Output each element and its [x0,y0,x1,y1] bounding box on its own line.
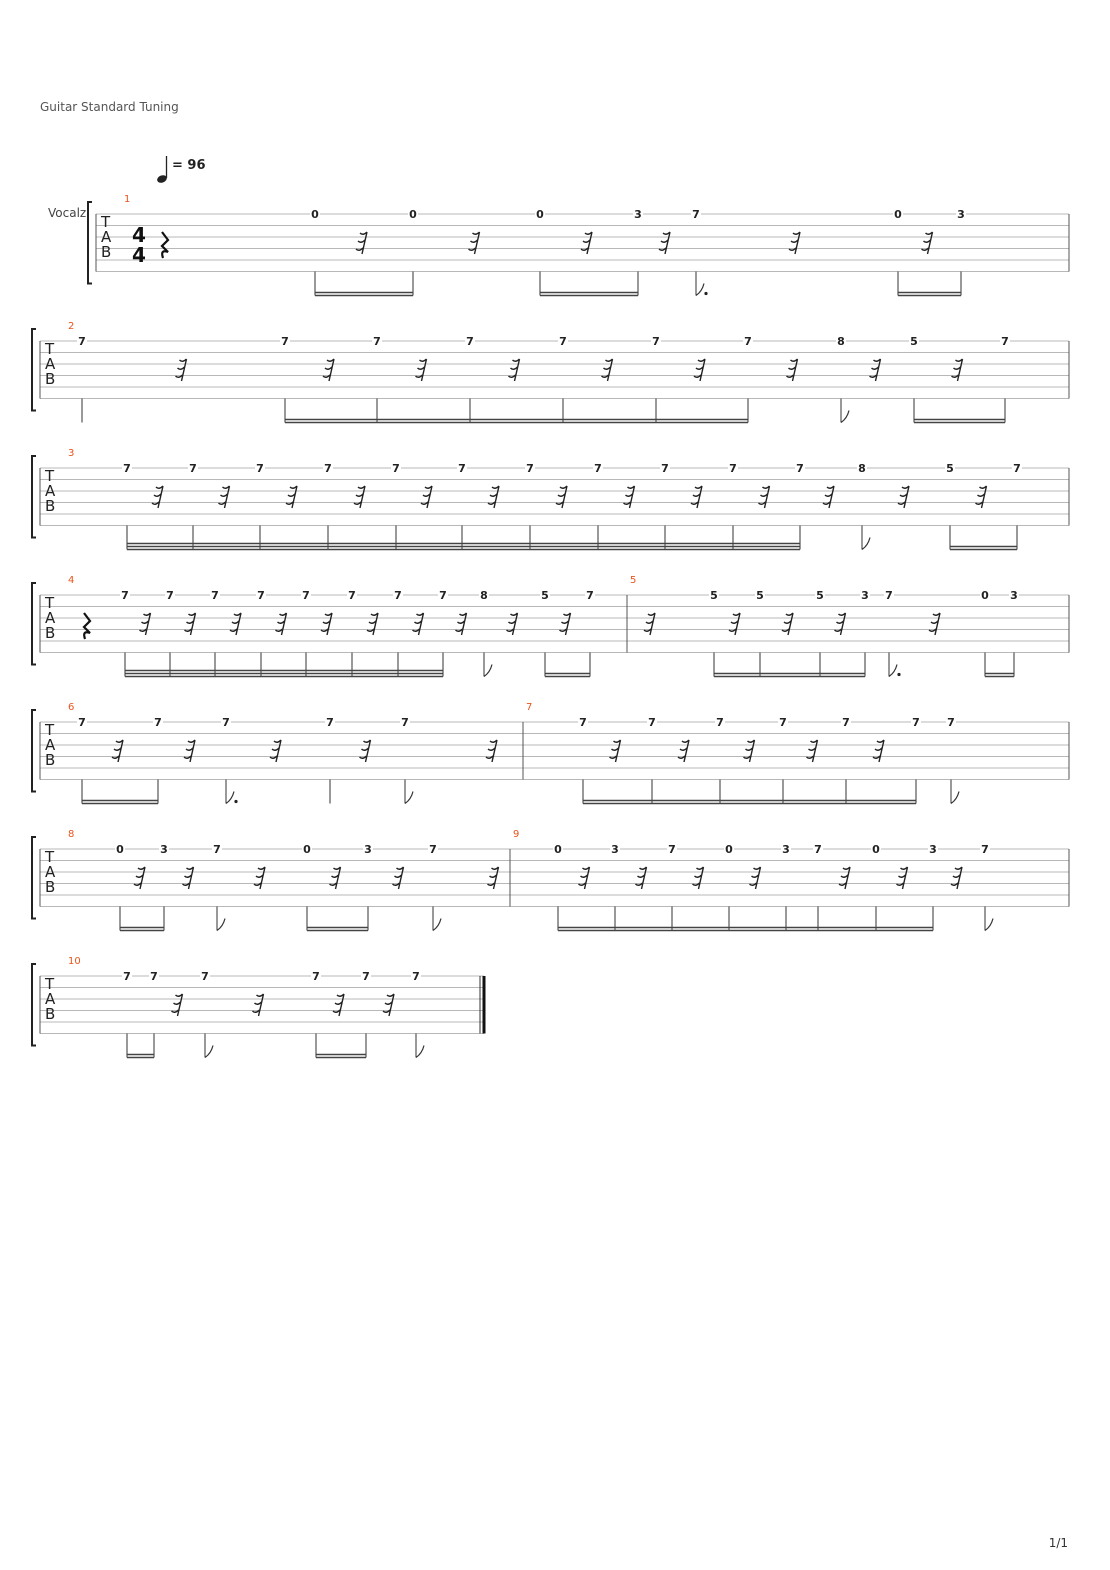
fret-number: 5 [541,589,549,602]
rest-symbol [602,359,613,381]
fret-number: 7 [121,589,129,602]
fret-number: 7 [579,716,587,729]
fret-number: 7 [458,462,466,475]
rest-symbol [286,486,297,508]
fret-number: 7 [429,843,437,856]
fret-number: 7 [78,335,86,348]
rest-symbol [835,613,846,635]
note-flag [226,792,234,804]
fret-number: 7 [652,335,660,348]
rest-symbol [184,740,195,762]
tab-system [32,448,1069,550]
fret-number: 0 [311,208,319,221]
fret-number: 7 [594,462,602,475]
rest-symbol [691,486,702,508]
tab-system [88,194,1069,296]
fret-number: 0 [303,843,311,856]
rest-symbol [323,359,334,381]
eighth-flag [862,538,870,550]
rest-symbol [624,486,635,508]
eighth-flag [696,284,704,296]
fret-number: 8 [837,335,845,348]
fret-number: 0 [981,589,989,602]
fret-number: 7 [394,589,402,602]
quarter-rest [162,232,168,258]
fret-number: 7 [362,970,370,983]
tab-clef-letter: A [101,228,112,246]
tab-clef-letter: B [45,497,56,515]
rest-symbol [421,486,432,508]
fret-number: 7 [324,462,332,475]
time-signature-bottom: 4 [132,243,146,267]
rest-symbol [254,867,265,889]
fret-number: 7 [312,970,320,983]
rest-symbol [729,613,740,635]
rest-symbol [952,359,963,381]
tab-clef-letter: T [45,594,55,612]
time-signature-top: 4 [132,223,146,247]
fret-number: 5 [946,462,954,475]
rest-symbol [140,613,151,635]
bar-number: 1 [124,194,131,205]
tab-clef-letter: B [45,878,56,896]
rest-symbol [253,994,264,1016]
fret-number: 7 [281,335,289,348]
fret-number: 7 [412,970,420,983]
rest-symbol [383,994,394,1016]
quarter-rest [84,613,90,639]
eighth-flag [484,665,492,677]
track-name: Vocalz [48,206,87,220]
tab-clef-letter: A [45,990,56,1008]
fret-number: 7 [729,462,737,475]
rest-symbol [782,613,793,635]
tempo-value: = 96 [172,158,206,173]
fret-number: 3 [957,208,965,221]
fret-number: 7 [885,589,893,602]
rest-symbol [787,359,798,381]
rest-symbol [694,359,705,381]
eighth-flag [889,665,897,677]
tab-clef-letter: A [45,609,56,627]
eighth-flag [205,1046,213,1058]
tab-clef-letter: T [45,340,55,358]
fret-number: 7 [123,970,131,983]
rest-symbol [579,867,590,889]
page-number: 1/1 [1048,1536,1068,1550]
fret-number: 7 [222,716,230,729]
fret-number: 3 [1010,589,1018,602]
bar-number: 2 [68,321,75,332]
rest-symbol [951,867,962,889]
tab-clef-letter: B [45,624,56,642]
fret-number: 7 [668,843,676,856]
rest-symbol [807,740,818,762]
system-bracket [32,456,36,538]
fret-number: 7 [213,843,221,856]
fret-number: 7 [1013,462,1021,475]
fret-number: 7 [466,335,474,348]
fret-number: 8 [480,589,488,602]
dot [234,800,237,803]
fret-number: 7 [123,462,131,475]
rest-symbol [488,486,499,508]
eighth-flag [841,411,849,423]
fret-number: 3 [364,843,372,856]
fret-number: 7 [302,589,310,602]
fret-number: 3 [782,843,790,856]
rest-symbol [976,486,987,508]
fret-number: 8 [858,462,866,475]
tab-clef-letter: B [45,1005,56,1023]
dot [897,673,900,676]
fret-number: 0 [409,208,417,221]
bar-number: 4 [68,575,75,586]
rest-symbol [134,867,145,889]
eighth-flag [405,792,413,804]
rest-symbol [507,613,518,635]
fret-number: 7 [912,716,920,729]
fret-number: 7 [439,589,447,602]
rest-symbol [172,994,183,1016]
rest-symbol [219,486,230,508]
fret-number: 3 [634,208,642,221]
fret-number: 7 [211,589,219,602]
rest-symbol [333,994,344,1016]
rest-symbol [898,486,909,508]
tab-clef-letter: A [45,863,56,881]
fret-number: 7 [392,462,400,475]
rest-symbol [413,613,424,635]
tab-clef-letter: A [45,736,56,754]
rest-symbol [360,740,371,762]
fret-number: 7 [401,716,409,729]
fret-number: 7 [150,970,158,983]
fret-number: 7 [348,589,356,602]
fret-number: 7 [648,716,656,729]
rest-symbol [636,867,647,889]
system-bracket [32,964,36,1046]
rest-symbol [176,359,187,381]
tab-system [32,956,484,1058]
rest-symbol [486,740,497,762]
fret-number: 7 [586,589,594,602]
system-bracket [32,329,36,411]
fret-number: 7 [1001,335,1009,348]
rest-symbol [789,232,800,254]
rest-symbol [367,613,378,635]
fret-number: 0 [894,208,902,221]
tab-system [32,321,1069,423]
rest-symbol [581,232,592,254]
fret-number: 7 [373,335,381,348]
tab-clef-letter: T [45,467,55,485]
bar-number: 9 [513,829,520,840]
rest-symbol [183,867,194,889]
fret-number: 7 [189,462,197,475]
rest-symbol [644,613,655,635]
tab-clef-letter: T [45,975,55,993]
bar-number: 5 [630,575,637,586]
tab-system [32,829,1069,931]
fret-number: 7 [257,589,265,602]
fret-number: 0 [725,843,733,856]
fret-number: 5 [710,589,718,602]
rest-symbol [744,740,755,762]
fret-number: 3 [861,589,869,602]
fret-number: 7 [526,462,534,475]
rest-symbol [897,867,908,889]
rest-symbol [922,232,933,254]
eighth-flag [433,919,441,931]
rest-symbol [456,613,467,635]
tab-clef-letter: A [45,355,56,373]
fret-number: 3 [929,843,937,856]
dot [704,292,707,295]
fret-number: 5 [816,589,824,602]
rest-symbol [112,740,123,762]
fret-number: 7 [814,843,822,856]
fret-number: 0 [116,843,124,856]
fret-number: 7 [744,335,752,348]
tab-system [32,575,1069,677]
tab-clef-letter: B [45,370,56,388]
tuning-label: Guitar Standard Tuning [40,100,179,114]
rest-symbol [185,613,196,635]
rest-symbol [873,740,884,762]
bar-number: 3 [68,448,75,459]
fret-number: 5 [756,589,764,602]
fret-number: 7 [154,716,162,729]
tempo-marking [156,156,205,184]
fret-number: 7 [559,335,567,348]
bar-number: 10 [68,956,81,967]
tab-clef-letter: A [45,482,56,500]
bar-number: 8 [68,829,75,840]
rest-symbol [330,867,341,889]
eighth-flag [951,792,959,804]
fret-number: 7 [326,716,334,729]
system-bracket [88,202,92,284]
bar-number: 6 [68,702,75,713]
rest-symbol [321,613,332,635]
rest-symbol [356,232,367,254]
fret-number: 7 [981,843,989,856]
system-bracket [32,837,36,919]
fret-number: 7 [166,589,174,602]
rest-symbol [839,867,850,889]
rest-symbol [678,740,689,762]
tab-clef-letter: B [101,243,112,261]
fret-number: 7 [716,716,724,729]
rest-symbol [469,232,480,254]
fret-number: 7 [78,716,86,729]
fret-number: 7 [256,462,264,475]
fret-number: 7 [692,208,700,221]
rest-symbol [823,486,834,508]
fret-number: 7 [661,462,669,475]
tab-clef-letter: T [101,213,111,231]
rest-symbol [560,613,571,635]
rest-symbol [354,486,365,508]
rest-symbol [270,740,281,762]
eighth-flag [416,1046,424,1058]
eighth-flag [985,919,993,931]
fret-number: 7 [796,462,804,475]
rest-symbol [509,359,520,381]
rest-symbol [488,867,499,889]
rest-symbol [152,486,163,508]
tab-clef-letter: T [45,848,55,866]
bar-number: 7 [526,702,533,713]
rest-symbol [276,613,287,635]
fret-number: 7 [947,716,955,729]
rest-symbol [750,867,761,889]
fret-number: 7 [779,716,787,729]
fret-number: 7 [201,970,209,983]
rest-symbol [393,867,404,889]
fret-number: 3 [160,843,168,856]
system-bracket [32,583,36,665]
system-bracket [32,710,36,792]
rest-symbol [416,359,427,381]
rest-symbol [610,740,621,762]
fret-number: 0 [554,843,562,856]
rest-symbol [556,486,567,508]
rest-symbol [870,359,881,381]
eighth-flag [217,919,225,931]
fret-number: 0 [536,208,544,221]
rest-symbol [929,613,940,635]
tab-clef-letter: B [45,751,56,769]
tab-system [32,702,1069,804]
fret-number: 7 [842,716,850,729]
rest-symbol [230,613,241,635]
rest-symbol [659,232,670,254]
rest-symbol [693,867,704,889]
tab-clef-letter: T [45,721,55,739]
fret-number: 0 [872,843,880,856]
rest-symbol [759,486,770,508]
fret-number: 3 [611,843,619,856]
fret-number: 5 [910,335,918,348]
